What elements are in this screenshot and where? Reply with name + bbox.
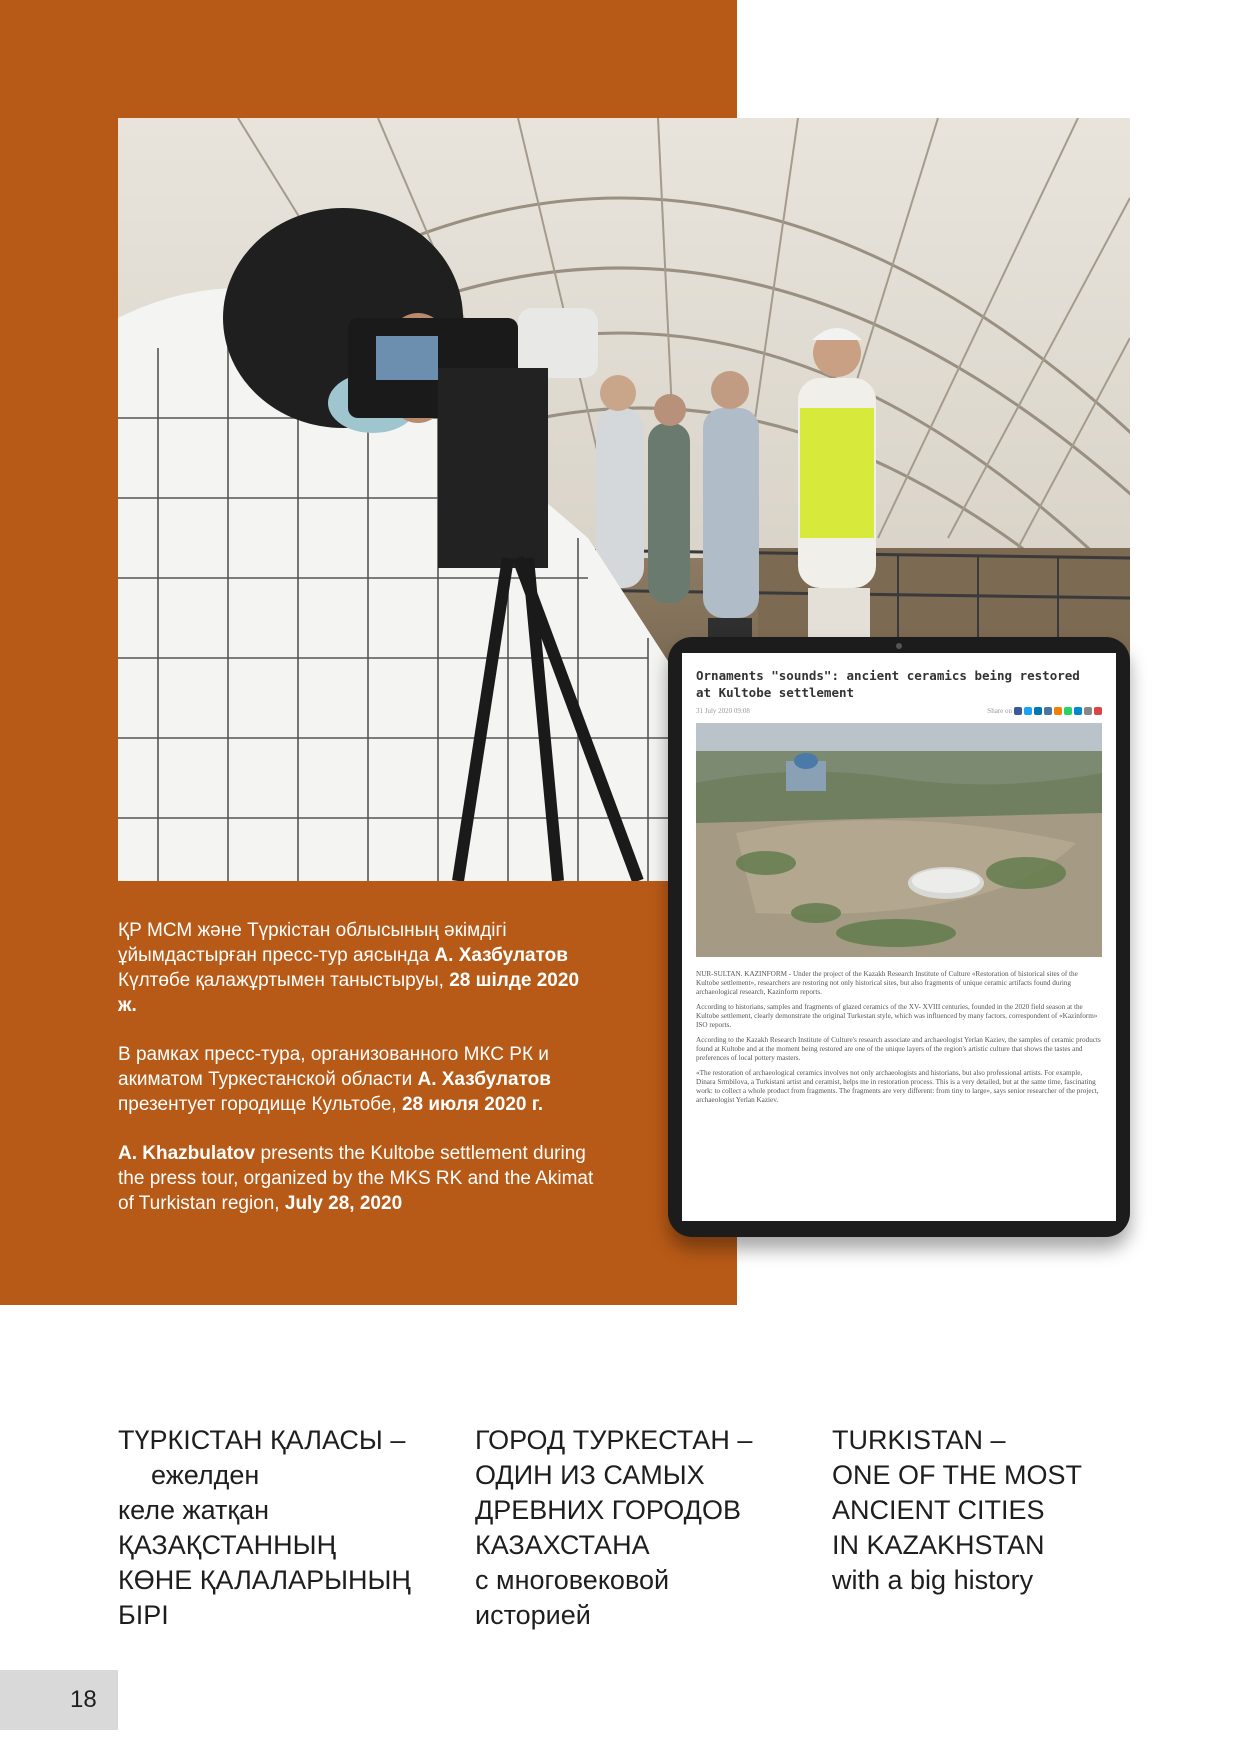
print-icon[interactable] [1094, 707, 1102, 715]
twitter-icon[interactable] [1024, 707, 1032, 715]
ok-icon[interactable] [1054, 707, 1062, 715]
headline-en-line: with a big history [832, 1565, 1034, 1595]
article-meta [696, 707, 1102, 715]
tablet-frame [668, 637, 1130, 1237]
caption-ru-name: А. Хазбулатов [417, 1069, 551, 1090]
caption-ru [118, 1042, 598, 1117]
caption-en-name: A. Khazbulatov [118, 1143, 256, 1164]
article-paragraph: According to the Kazakh Research Institute of Culture's research associate and archaeologist Yerlan Kaziev, the samples of ceramic products found at Kultobe and at the moment being restored are one of the unique layers of the region's artistic culture that shows the tastes and preferences of local pottery masters. [696, 1036, 1101, 1062]
caption-ru-date: 28 июля 2020 г. [401, 1094, 544, 1115]
caption-kz-date: 28 шілде 2020 ж. [118, 970, 580, 1016]
headline-ru-line: ДРЕВНИХ ГОРОДОВ [475, 1495, 741, 1525]
headline-ru-line: ОДИН ИЗ САМЫХ [475, 1460, 705, 1490]
kultobe-aerial-image [696, 723, 1102, 957]
article-body [696, 970, 1102, 1105]
article-paragraph: NUR-SULTAN. KAZINFORM - Under the project of the Kazakh Research Institute of Culture «Restoration of historical sites of the Kultobe settlement», researchers are restoring not only historical sites, but also fragments of unique ceramic artifacts found during archaeological research, Kazinform reports. [696, 970, 1078, 996]
headline-kz-line: КӨНЕ ҚАЛАЛАРЫНЫҢ [118, 1565, 411, 1595]
vk-icon[interactable] [1044, 707, 1052, 715]
headline-kz [118, 1423, 448, 1633]
article-date: 31 July 2020 09:08 [696, 707, 750, 715]
headline-en-line: ANCIENT CITIES [832, 1495, 1045, 1525]
headline-en [832, 1423, 1152, 1598]
headline-ru-line: историей [475, 1600, 591, 1630]
caption-kz-text: ҚР МСМ және Түркістан облысының әкімдігі ұйымдастырған пресс-тур аясында [118, 920, 507, 966]
caption-kz-name: А. Хазбулатов [434, 945, 568, 966]
telegram-icon[interactable] [1074, 707, 1082, 715]
headline-en-line: IN KAZAKHSTAN [832, 1530, 1045, 1560]
headline-kz-line: ҚАЗАҚСТАННЫҢ [118, 1530, 337, 1560]
article-paragraph: According to historians, samples and fragments of glazed ceramics of the XV- XVIII centuries, founded in the 2020 field season at the Kultobe settlement, clearly demonstrate the original Turkestan style, which was influenced by many factors, correspondent of «Kazinform» ISO reports. [696, 1003, 1098, 1029]
caption-en-text: presents the Kultobe settlement during the press tour, organized by the MKS RK and the Akimat of Turkistan region, [118, 1143, 594, 1214]
headline-kz-line: келе жатқан [118, 1495, 270, 1525]
tablet-camera-icon [896, 643, 902, 649]
headline-en-line: TURKISTAN – [832, 1425, 1006, 1455]
whatsapp-icon[interactable] [1064, 707, 1072, 715]
headline-kz-line: ежелден [151, 1460, 260, 1490]
page-number: 18 [70, 1686, 97, 1713]
tablet-mockup [668, 637, 1130, 1242]
caption-en [118, 1141, 598, 1216]
caption-kz [118, 918, 598, 1018]
headline-ru [475, 1423, 795, 1633]
linkedin-icon[interactable] [1034, 707, 1042, 715]
headline-ru-line: ГОРОД ТУРКЕСТАН – [475, 1425, 753, 1455]
caption-ru-text: В рамках пресс-тура, организованного МКС РК и акиматом Туркестанской области [118, 1044, 549, 1090]
headline-kz-line: ТҮРКІСТАН ҚАЛАСЫ – [118, 1425, 406, 1455]
facebook-icon[interactable] [1014, 707, 1022, 715]
headline-ru-line: КАЗАХСТАНА [475, 1530, 650, 1560]
mail-icon[interactable] [1084, 707, 1092, 715]
caption-en-date: July 28, 2020 [284, 1193, 403, 1214]
headline-kz-line: БІРІ [118, 1600, 169, 1630]
caption-kz-text2: Күлтөбе қалажұртымен таныстыруы, [118, 970, 450, 991]
share-bar [987, 707, 1102, 715]
tablet-screen [682, 653, 1116, 1221]
headline-en-line: ONE OF THE MOST [832, 1460, 1083, 1490]
photo-caption [118, 918, 598, 1240]
article-paragraph: «The restoration of archaeological ceramics involves not only archaeologists and historians, but also professional artists. For example, Dinara Srmbilova, a Turkistani artist and ceramist, helps me in restoration process. This is a very detailed, but at the same time, fascinating work: to collect a whole product from fragments. The fragments are very different: from tiny to large», says senior researcher of the project, archaeologist Yerlan Kaziev. [696, 1069, 1099, 1104]
article-title: Ornaments "sounds": ancient ceramics being restored at Kultobe settlement [696, 668, 1080, 700]
page-number-box [0, 1670, 118, 1730]
share-label: Share on [987, 707, 1012, 715]
caption-ru-text2: презентует городище Культобе, [118, 1094, 402, 1115]
headline-ru-line: с многовековой [475, 1565, 670, 1595]
